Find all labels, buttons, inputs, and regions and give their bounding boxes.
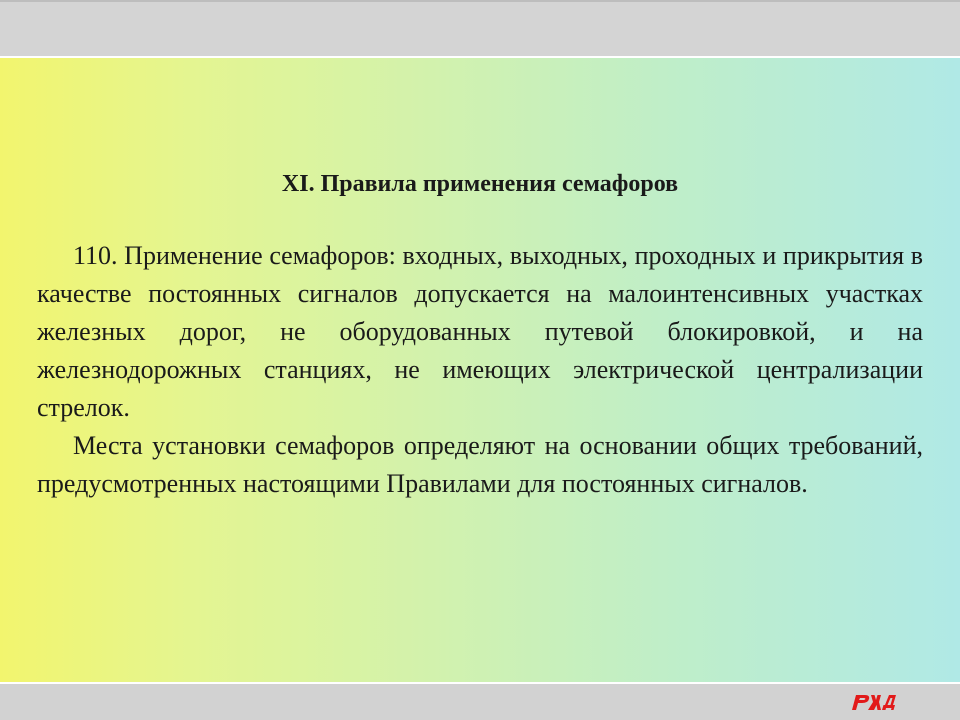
rzd-logo-icon [846, 690, 904, 714]
header-divider [0, 0, 960, 2]
paragraph-placement: Места установки семафоров определяют на основании общих требований, предусмотренных настоящими Правилами для постоянных сигналов. [37, 430, 923, 498]
rzd-logo-glyph [846, 690, 904, 714]
header-band [0, 0, 960, 58]
slide-title: XI. Правила применения семафоров [281, 171, 679, 197]
footer-band [0, 682, 960, 720]
paragraph-110: 110. Применение семафоров: входных, выходных, проходных и прикрытия в качестве постоянных сигналов допускается на малоинтенсивных участках железных дорог, не оборудованных путевой блокировкой, и на железнодорожных станциях, не имеющих электрической централизации стрелок. [37, 240, 923, 422]
slide-content [37, 170, 923, 503]
